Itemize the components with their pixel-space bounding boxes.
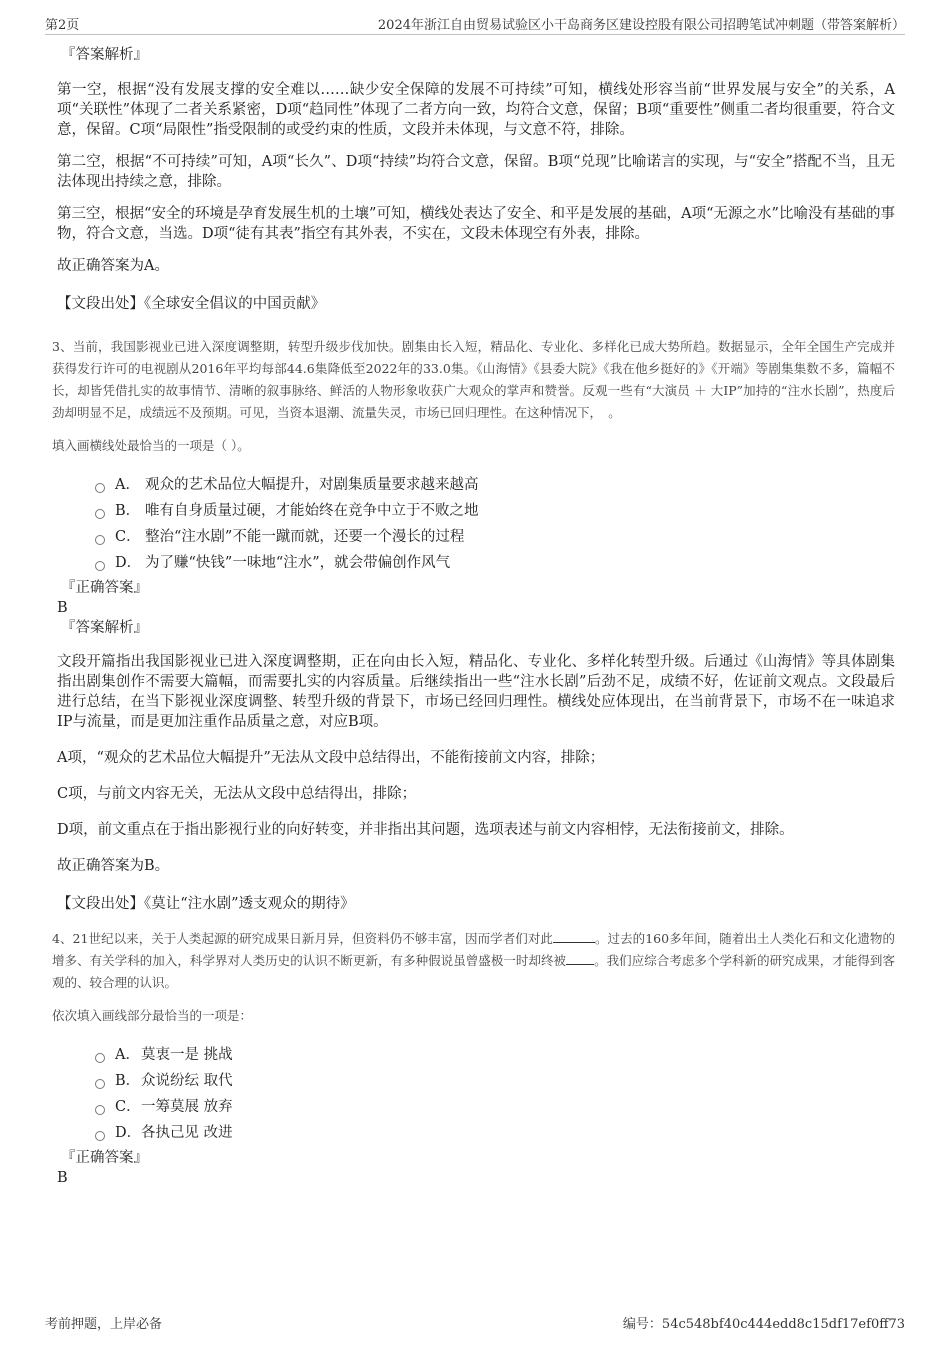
option-key: C． xyxy=(115,1099,141,1115)
q4-stem-part3: 。我们应综合考虑多个学科新的研究成果，才能得到客观的、较合理的认识。 xyxy=(52,953,895,990)
footer-slogan: 考前押题，上岸必备 xyxy=(45,1317,163,1332)
q3-analysis-paragraph: 文段开篇指出我国影视业已进入深度调整期，正在向由长入短，精品化、专业化、多样化转型升级。后通过《山海情》等具体剧集指出剧集创作不需要大篇幅，而需要扎实的内容质量。后继续指出一些“注水长剧”后劲不足，成绩不好，佐证前文观点。文段最后进行总结，在当下影视业深度调整、转型升级的背景下，市场已经回归理性。横线处应体现出，在当前背景下，市场不在一味追求IP与流量，而是更加注重作品质量之意，对应B项。 xyxy=(57,654,895,730)
q2-conclusion: 故正确答案为A。 xyxy=(57,258,169,274)
option-key: D． xyxy=(115,1125,142,1141)
option-text: 莫衷一是 挑战 xyxy=(141,1047,233,1063)
q3-analysis-paragraph: A项，“观众的艺术品位大幅提升”无法从文段中总结得出，不能衔接前文内容，排除； xyxy=(57,750,605,766)
q3-analysis-paragraph: C项，与前文内容无关，无法从文段中总结得出，排除； xyxy=(57,786,417,802)
page-number: 第2页 xyxy=(45,18,80,33)
option-text: 各执己见 改进 xyxy=(141,1125,233,1141)
q4-stem-part2: 。过去的160多年间，随着出土人类化石和文化遗物的增多、有关学科的加入，科学界对人类历史的认识不断更新，有多种假说虽曾盛极一时却终被 xyxy=(52,931,895,968)
option-text: 唯有自身质量过硬，才能始终在竞争中立于不败之地 xyxy=(145,503,479,519)
q2-analysis-paragraph: 第一空，根据“没有发展支撑的安全难以……缺少安全保障的发展不可持续”可知，横线处形容当前“世界发展与安全”的关系，A项“关联性”体现了二者关系紧密，D项“趋同性”体现了二者方向一致，均符合文意，保留；B项“重要性”侧重二者均很重要，符合文意，保留。C项“局限性”指受限制的或受约束的性质，文段并未体现，与文意不符，排除。 xyxy=(57,82,895,138)
q3-source: 【文段出处】《莫让“注水剧”透支观众的期待》 xyxy=(57,896,355,912)
option-text: 观众的艺术品位大幅提升，对剧集质量要求越来越高 xyxy=(145,477,479,493)
page-content xyxy=(52,44,895,1188)
q2-analysis-paragraph: 第二空，根据“不可持续”可知，A项“长久”、D项“持续”均符合文意，保留。B项“兑现”比喻诺言的实现，与“安全”搭配不当，且无法体现出持续之意，排除。 xyxy=(57,154,895,190)
q2-analysis-paragraph: 第三空，根据“安全的环境是孕育发展生机的土壤”可知，横线处表达了安全、和平是发展的基础，A项“无源之水”比喻没有基础的事物，符合文意，当选。D项“徒有其表”指空有其外表，不实在，文段未体现空有外表，排除。 xyxy=(57,206,895,242)
option-key: C． xyxy=(115,529,141,545)
q3-answer-label: 『正确答案』 xyxy=(61,580,148,596)
q4-answer-label: 『正确答案』 xyxy=(61,1150,148,1166)
q3-option-a[interactable] xyxy=(95,472,895,498)
q4-stem xyxy=(52,928,895,994)
radio-button-icon[interactable] xyxy=(95,1105,105,1115)
radio-button-icon[interactable] xyxy=(95,509,105,519)
q3-answer-block xyxy=(57,578,895,638)
q3-option-c[interactable] xyxy=(95,524,895,550)
radio-button-icon[interactable] xyxy=(95,1053,105,1063)
document-id: 编号：54c548bf40c444edd8c15df17ef0ff73 xyxy=(622,1317,905,1332)
option-key: A． xyxy=(115,1047,140,1063)
q3-prompt: 填入画横线处最恰当的一项是（ ）。 xyxy=(52,438,250,453)
document-title: 2024年浙江自由贸易试验区小干岛商务区建设控股有限公司招聘笔试冲刺题（带答案解析） xyxy=(377,18,905,33)
q4-answer-value: B xyxy=(57,1170,68,1186)
q4-prompt: 依次填入画线部分最恰当的一项是： xyxy=(52,1008,253,1023)
q4-option-b[interactable] xyxy=(95,1068,895,1094)
q3-conclusion: 故正确答案为B。 xyxy=(57,858,170,874)
page-header xyxy=(45,12,905,35)
option-key: D． xyxy=(115,555,142,571)
q2-analysis-label: 『答案解析』 xyxy=(61,47,148,63)
option-text: 为了赚“快钱”一味地“注水”，就会带偏创作风气 xyxy=(145,555,451,571)
q3-stem: 3、当前，我国影视业已进入深度调整期，转型升级步伐加快。剧集由长入短，精品化、专业化、多样化已成大势所趋。数据显示，全年全国生产完成并获得发行许可的电视剧从2016年平均每部44.6集降低至2022年的33.0集。《山海情》《县委大院》《我在他乡挺好的》《开端》等剧集集数不多，篇幅不长，却皆凭借扎实的故事情节、清晰的叙事脉络、鲜活的人物形象收获广大观众的掌声和赞誉。反观一些有“大演员 ＋ 大IP”加持的“注水长剧”，热度后劲却明显不足，成绩远不及预期。可见，当资本退潮、流量失灵，市场已回归理性。在这种情况下， 。 xyxy=(52,339,895,420)
q2-source: 【文段出处】《全球安全倡议的中国贡献》 xyxy=(57,296,326,312)
option-key: B． xyxy=(115,503,141,519)
answer-blank xyxy=(553,930,595,943)
option-key: A． xyxy=(115,477,140,493)
option-text: 众说纷纭 取代 xyxy=(141,1073,233,1089)
q3-answer-value: B xyxy=(57,600,68,616)
q3-analysis-paragraph: D项，前文重点在于指出影视行业的向好转变，并非指出其问题，选项表述与前文内容相悖，无法衔接前文，排除。 xyxy=(57,822,794,838)
radio-button-icon[interactable] xyxy=(95,561,105,571)
q3-option-d[interactable] xyxy=(95,550,895,576)
radio-button-icon[interactable] xyxy=(95,483,105,493)
q3-options xyxy=(95,472,895,576)
q3-option-b[interactable] xyxy=(95,498,895,524)
q3-analysis-label: 『答案解析』 xyxy=(61,620,148,636)
radio-button-icon[interactable] xyxy=(95,1079,105,1089)
answer-blank xyxy=(566,952,594,965)
q4-answer-block xyxy=(57,1148,895,1188)
q4-option-c[interactable] xyxy=(95,1094,895,1120)
q4-stem-part1: 4、21世纪以来，关于人类起源的研究成果日新月异，但资料仍不够丰富，因而学者们对此 xyxy=(52,931,553,946)
option-text: 一筹莫展 放弃 xyxy=(141,1099,233,1115)
radio-button-icon[interactable] xyxy=(95,1131,105,1141)
option-key: B． xyxy=(115,1073,141,1089)
option-text: 整治“注水剧”不能一蹴而就，还要一个漫长的过程 xyxy=(145,529,465,545)
q4-options xyxy=(95,1042,895,1146)
q4-option-d[interactable] xyxy=(95,1120,895,1146)
radio-button-icon[interactable] xyxy=(95,535,105,545)
q4-option-a[interactable] xyxy=(95,1042,895,1068)
